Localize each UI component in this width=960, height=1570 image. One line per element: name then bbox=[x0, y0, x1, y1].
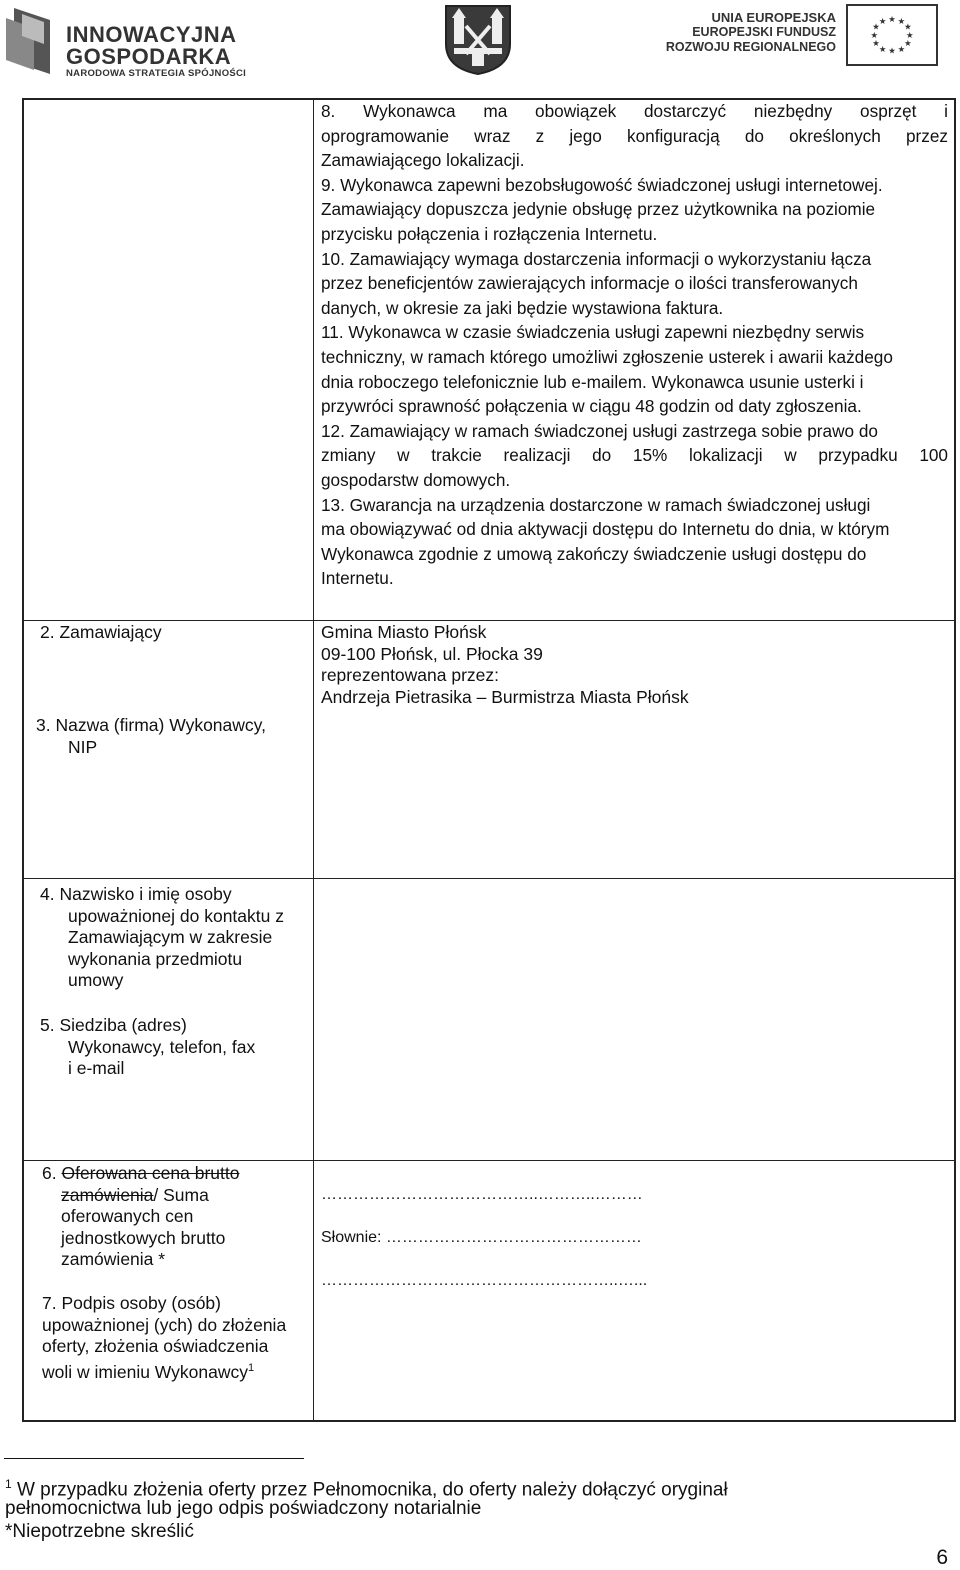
row-divider bbox=[22, 1160, 956, 1161]
table-border-left bbox=[22, 98, 24, 1422]
row-5-label-line-1: 5. Siedziba (adres) bbox=[40, 1015, 187, 1035]
req-10-line-2: przez beneficjentów zawierających informacje o ilości transferowanych bbox=[321, 273, 858, 294]
req-11-line-2: techniczny, w ramach którego umożliwi zgłoszenie usterek i awarii każdego bbox=[321, 347, 893, 367]
logo-line-3: NARODOWA STRATEGIA SPÓJNOŚCI bbox=[66, 68, 247, 79]
price-in-words-continued[interactable]: ………………………………………………..…... bbox=[321, 1272, 648, 1289]
page-number: 6 bbox=[936, 1546, 948, 1569]
crest-icon bbox=[444, 4, 512, 76]
row-6-struck-text: zamówienia bbox=[61, 1184, 154, 1205]
req-10-line-3: danych, w okresie za jaki będzie wystawiona faktura. bbox=[321, 297, 724, 318]
svg-text:★: ★ bbox=[906, 29, 914, 40]
eu-text bbox=[666, 10, 836, 55]
eu-line-3: ROZWOJU REGIONALNEGO bbox=[665, 40, 836, 54]
row-7-label-line-4 bbox=[42, 1358, 254, 1383]
price-field[interactable]: …………………………………..………..……… bbox=[321, 1186, 643, 1203]
req-9-line-2: Zamawiający dopuszcza jedynie obsługę przez użytkownika na poziomie bbox=[321, 199, 876, 220]
row-4-label-line-4: wykonania przedmiotu bbox=[68, 948, 243, 969]
svg-text:★: ★ bbox=[904, 38, 912, 49]
req-13-line-4: Internetu. bbox=[321, 568, 394, 589]
row-3-label-line-2: NIP bbox=[68, 736, 98, 757]
svg-text:★: ★ bbox=[878, 15, 887, 26]
row-6-label-line-1 bbox=[42, 1163, 240, 1185]
row-divider bbox=[22, 878, 956, 879]
logo-line-1: INNOWACYJNA bbox=[66, 22, 237, 47]
row-6-prefix: 6. bbox=[42, 1163, 62, 1183]
row-5-label-line-3: i e-mail bbox=[68, 1058, 125, 1078]
req-11-line-3: dnia roboczego telefonicznie lub e-mailem. Wykonawca usunie usterki i bbox=[321, 371, 864, 392]
row-6-label-line-3: oferowanych cen bbox=[61, 1206, 194, 1226]
req-9-line-3: przycisku połączenia i rozłączenia Internetu. bbox=[321, 224, 658, 244]
svg-text:★: ★ bbox=[872, 21, 880, 32]
orderer-represented-by: reprezentowana przez: bbox=[321, 665, 500, 685]
svg-text:★: ★ bbox=[870, 29, 878, 40]
req-12-line-1: 12. Zamawiający w ramach świadczonej usługi zastrzega sobie prawo do bbox=[321, 420, 878, 441]
table-border-bottom bbox=[22, 1420, 956, 1422]
row-4-label-line-3: Zamawiającym w zakresie bbox=[68, 927, 273, 947]
req-8-line-1: 8. Wykonawca ma obowiązek dostarczyć niezbędny osprzęt i bbox=[321, 101, 948, 121]
svg-text:★: ★ bbox=[888, 13, 896, 24]
footnote-ref: 1 bbox=[248, 1361, 255, 1374]
svg-text:★: ★ bbox=[897, 43, 906, 54]
orderer-representative: Andrzeja Pietrasika – Burmistrza Miasta Płońsk bbox=[321, 686, 689, 707]
svg-text:★: ★ bbox=[872, 38, 880, 49]
row-4-label-line-5: umowy bbox=[68, 970, 124, 990]
svg-text:★: ★ bbox=[897, 15, 906, 26]
svg-text:★: ★ bbox=[888, 45, 896, 56]
req-12-line-2: zmiany w trakcie realizacji do 15% lokalizacji w przypadku 100 bbox=[321, 445, 948, 466]
table-border-right bbox=[954, 98, 956, 1422]
eu-flag-icon bbox=[846, 4, 938, 66]
row-7-label-text: woli w imieniu Wykonawcy bbox=[42, 1361, 249, 1382]
req-11-line-4: przywróci sprawność połączenia w ciągu 48 godzin od daty zgłoszenia. bbox=[321, 396, 862, 417]
req-12-line-3: gospodarstw domowych. bbox=[321, 470, 511, 490]
svg-text:★: ★ bbox=[878, 43, 887, 54]
row-7-label-line-2: upoważnionej (ych) do złożenia bbox=[42, 1314, 287, 1335]
innowacyjna-gospodarka-logo bbox=[4, 4, 247, 82]
footnote-text: W przypadku złożenia oferty przez Pełnomocnika, do oferty należy dołączyć oryginał bbox=[11, 1479, 728, 1501]
req-10-line-1: 10. Zamawiający wymaga dostarczenia informacji o wykorzystaniu łącza bbox=[321, 248, 872, 269]
row-2-label: 2. Zamawiający bbox=[40, 622, 162, 642]
footnote-asterisk: *Niepotrzebne skreślić bbox=[5, 1521, 195, 1542]
row-3-label-line-1: 3. Nazwa (firma) Wykonawcy, bbox=[36, 715, 266, 735]
row-5-label-line-2: Wykonawcy, telefon, fax bbox=[68, 1036, 256, 1057]
eu-line-2: EUROPEJSKI FUNDUSZ bbox=[692, 25, 836, 39]
footnote-1-line-2: pełnomocnictwa lub jego odpis poświadczony notarialnie bbox=[5, 1498, 482, 1519]
row-6-label-line-5: zamówienia * bbox=[61, 1249, 166, 1269]
req-13-line-3: Wykonawca zgodnie z umową zakończy świadczenie usługi dostępu do bbox=[321, 543, 867, 564]
eu-line-1: UNIA EUROPEJSKA bbox=[711, 10, 836, 25]
ig-mark-icon bbox=[4, 4, 56, 78]
req-9-line-1: 9. Wykonawca zapewni bezobsługowość świadczonej usługi internetowej. bbox=[321, 174, 883, 195]
row-6-label-text: / Suma bbox=[153, 1184, 209, 1205]
req-11-line-1: 11. Wykonawca w czasie świadczenia usługi zapewni niezbędny serwis bbox=[321, 322, 865, 343]
req-13-line-1: 13. Gwarancja na urządzenia dostarczone w ramach świadczonej usługi bbox=[321, 494, 871, 515]
req-13-line-2: ma obowiązywać od dnia aktywacji dostępu do Internetu do dnia, w którym bbox=[321, 519, 890, 540]
row-4-label-line-2: upoważnionej do kontaktu z bbox=[68, 905, 284, 926]
req-8-line-3: Zamawiającego lokalizacji. bbox=[321, 150, 525, 171]
footnote-marker: 1 bbox=[5, 1477, 12, 1491]
column-divider bbox=[313, 98, 314, 1422]
req-8-line-2: oprogramowanie wraz z jego konfiguracją do określonych przez bbox=[321, 125, 948, 146]
row-7-label-line-3: oferty, złożenia oświadczenia bbox=[42, 1336, 269, 1356]
orderer-address: 09-100 Płońsk, ul. Płocka 39 bbox=[321, 643, 543, 664]
row-4-label-line-1: 4. Nazwisko i imię osoby bbox=[40, 884, 232, 904]
row-6-label-line-2 bbox=[61, 1185, 209, 1207]
footnote-separator bbox=[4, 1458, 304, 1459]
row-divider bbox=[22, 620, 956, 621]
logo-line-2: GOSPODARKA bbox=[66, 44, 232, 69]
row-6-label-line-4: jednostkowych brutto bbox=[61, 1227, 226, 1248]
price-in-words-field[interactable]: Słownie: ………………………………………… bbox=[321, 1229, 642, 1246]
svg-text:★: ★ bbox=[904, 21, 912, 32]
row-7-label-line-1: 7. Podpis osoby (osób) bbox=[42, 1293, 221, 1313]
row-6-struck-text: Oferowana cena brutto bbox=[61, 1163, 240, 1183]
orderer-name: Gmina Miasto Płońsk bbox=[321, 622, 487, 642]
